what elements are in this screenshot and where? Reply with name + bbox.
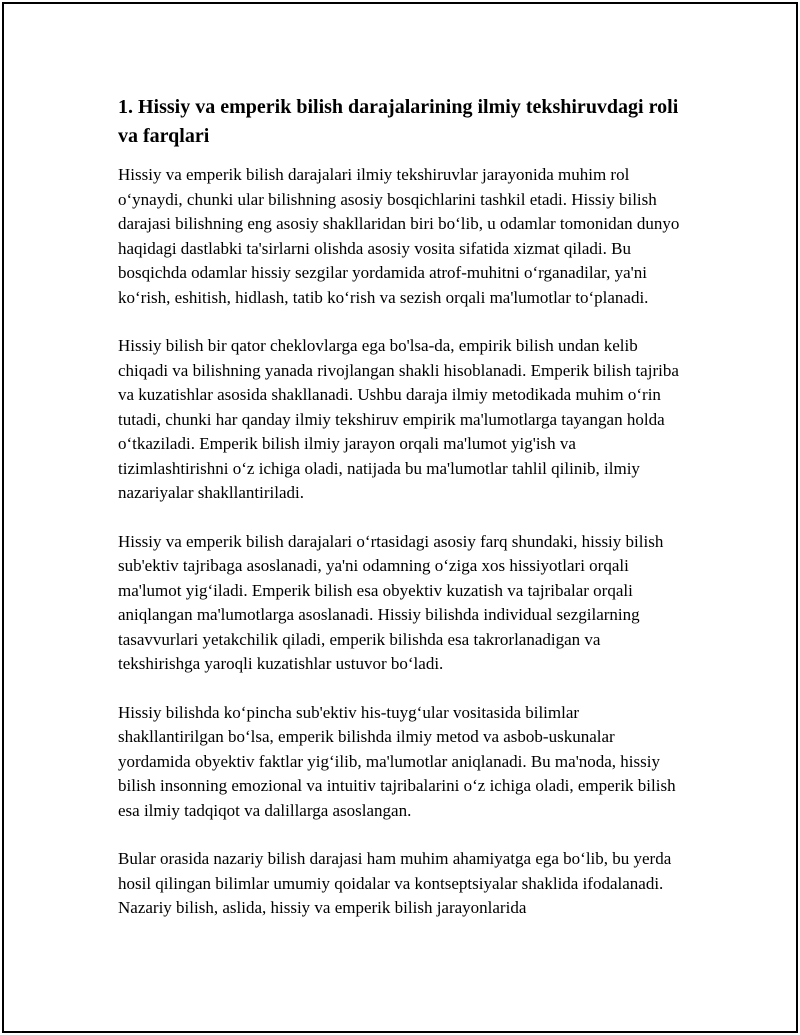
paragraph-1: Hissiy va emperik bilish darajalari ilmiy tekshiruvlar jarayonida muhim rol o‘ynaydi, chunki ular bilishning asosiy bosqichlarini tashkil etadi. Hissiy bilish darajasi bilishning eng asosiy shakllaridan biri bo‘lib, u odamlar tomonidan dunyo haqidagi dastlabki ta'sirlarni olishda asosiy vosita sifatida xizmat qiladi. Bu bosqichda odamlar hissiy sezgilar yordamida atrof-muhitni o‘rganadilar, ya'ni ko‘rish, eshitish, hidlash, tatib ko‘rish va sezish orqali ma'lumotlar to‘planadi. <box>118 165 680 307</box>
document-body <box>118 93 686 945</box>
paragraph-4: Hissiy bilishda ko‘pincha sub'ektiv his-tuyg‘ular vositasida bilimlar shakllantirilgan bo‘lsa, emperik bilishda ilmiy metod va asbob-uskunalar yordamida obyektiv faktlar yig‘ilib, ma'lumotlar aniqlanadi. Bu ma'noda, hissiy bilish insonning emozional va intuitiv tajribalarini o‘z ichiga oladi, emperik bilish esa ilmiy tadqiqot va dalillarga asoslangan. <box>118 702 676 820</box>
section-heading: 1. Hissiy va emperik bilish darajalarining ilmiy tekshiruvdagi roli va farqlari <box>118 96 679 147</box>
paragraph-5: Bular orasida nazariy bilish darajasi ham muhim ahamiyatga ega bo‘lib, bu yerda hosil qilingan bilimlar umumiy qoidalar va kontseptsiyalar shaklida ifodalanadi. Nazariy bilish, aslida, hissiy va emperik bilish jarayonlarida <box>118 849 672 917</box>
paragraph-3: Hissiy va emperik bilish darajalari o‘rtasidagi asosiy farq shundaki, hissiy bilish sub'ektiv tajribaga asoslanadi, ya'ni odamning o‘ziga xos hissiyotlari orqali ma'lumot yig‘iladi. Emperik bilish esa obyektiv kuzatish va tajribalar orqali aniqlangan ma'lumotlarga asoslanadi. Hissiy bilishda individual sezgilarning tasavvurlari yetakchilik qiladi, emperik bilishda esa takrorlanadigan va tekshirishga yaroqli kuzatishlar ustuvor bo‘ladi. <box>118 531 664 673</box>
paragraph-2: Hissiy bilish bir qator cheklovlarga ega bo'lsa-da, empirik bilish undan kelib chiqadi va bilishning yanada rivojlangan shakli hisoblanadi. Emperik bilish tajriba va kuzatishlar asosida shakllanadi. Ushbu daraja ilmiy metodikada muhim o‘rin tutadi, chunki har qanday ilmiy tekshiruv empirik ma'lumotlarga tayangan holda o‘tkaziladi. Emperik bilish ilmiy jarayon orqali ma'lumot yig'ish va tizimlashtirishni o‘z ichiga oladi, natijada bu ma'lumotlar tahlil qilinib, ilmiy nazariyalar shakllantiriladi. <box>118 336 679 502</box>
